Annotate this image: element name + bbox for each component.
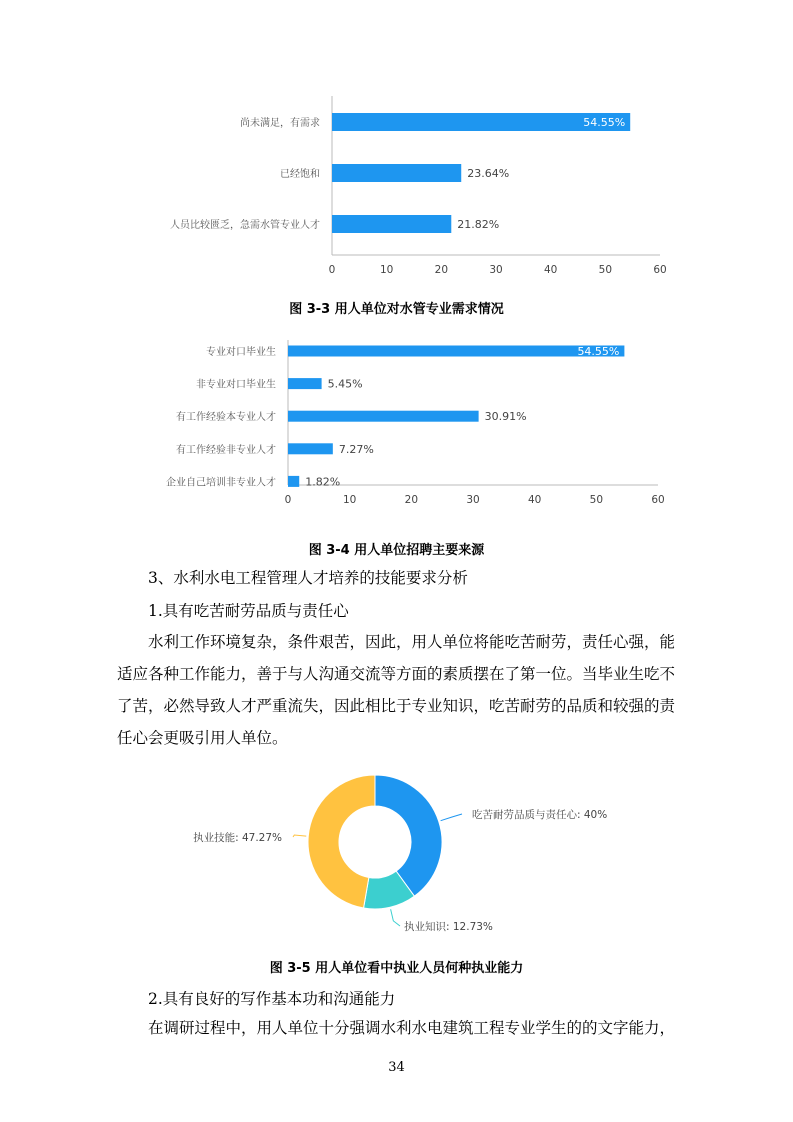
donut-chart-abilities bbox=[0, 770, 793, 950]
bar-chart-recruitment-sources bbox=[0, 330, 793, 530]
paragraph-2: 在调研过程中，用人单位十分强调水利水电建筑工程专业学生的的文字能力， bbox=[148, 1019, 676, 1037]
data-label: 21.82% bbox=[457, 218, 500, 231]
data-label: 5.45% bbox=[327, 377, 363, 391]
category-label: 尚未满足，有需求 bbox=[240, 118, 320, 129]
subheading-1: 1.具有吃苦耐劳品质与责任心 bbox=[148, 602, 349, 620]
category-label: 人员比较匮乏，急需水管专业人才 bbox=[170, 220, 320, 231]
figure-caption-3-4: 图 3-4 用人单位招聘主要来源 bbox=[308, 543, 485, 558]
x-tick-label: 50 bbox=[589, 494, 604, 506]
paragraph-1: 水利工作环境复杂，条件艰苦，因此，用人单位将能吃苦耐劳，责任心强，能适应各种工作能力，善于与人沟通交流等方面的素质摆在了第一位。当毕业生吃不了苦，必然导致人才严重流失，因此相比于专业知识，吃苦耐劳的品质和较强的责任心会更吸引用人单位。 bbox=[117, 633, 676, 747]
bar bbox=[332, 215, 451, 233]
leader-line bbox=[293, 835, 306, 837]
x-tick-label: 20 bbox=[434, 264, 449, 276]
category-label: 企业自己培训非专业人才 bbox=[166, 477, 276, 489]
category-label: 有工作经验本专业人才 bbox=[176, 412, 276, 424]
category-label: 非专业对口毕业生 bbox=[196, 379, 276, 391]
leader-line bbox=[441, 814, 462, 821]
bar bbox=[288, 411, 479, 422]
donut-slice bbox=[308, 775, 375, 908]
figure-caption-3-3: 图 3-3 用人单位对水管专业需求情况 bbox=[289, 302, 504, 317]
subheading-2: 2.具有良好的写作基本功和沟通能力 bbox=[148, 990, 396, 1008]
x-tick-label: 60 bbox=[653, 264, 667, 276]
data-label: 23.64% bbox=[467, 167, 510, 180]
x-tick-label: 60 bbox=[651, 494, 665, 506]
data-label: 54.55% bbox=[577, 345, 620, 358]
x-tick-label: 10 bbox=[379, 264, 394, 276]
bar bbox=[332, 164, 461, 182]
data-label: 30.91% bbox=[484, 410, 527, 424]
slice-label: 执业知识: 12.73% bbox=[404, 921, 493, 933]
bar bbox=[288, 443, 333, 454]
category-label: 专业对口毕业生 bbox=[206, 347, 276, 358]
category-label: 已经饱和 bbox=[280, 169, 320, 180]
bar bbox=[288, 346, 624, 357]
x-tick-label: 30 bbox=[466, 494, 480, 506]
section-heading: 3、水利水电工程管理人才培养的技能要求分析 bbox=[148, 569, 468, 587]
x-tick-label: 50 bbox=[598, 264, 613, 276]
x-tick-label: 0 bbox=[284, 494, 292, 506]
data-label: 54.55% bbox=[583, 116, 626, 129]
figure-caption-3-5: 图 3-5 用人单位看中执业人员何种执业能力 bbox=[269, 961, 524, 976]
category-label: 有工作经验非专业人才 bbox=[176, 444, 276, 456]
bar bbox=[288, 378, 322, 389]
x-tick-label: 20 bbox=[404, 494, 419, 506]
x-tick-label: 30 bbox=[489, 264, 503, 276]
data-label: 7.27% bbox=[338, 442, 374, 456]
x-tick-label: 40 bbox=[527, 494, 542, 506]
leader-line bbox=[391, 909, 400, 926]
page-number: 34 bbox=[388, 1060, 405, 1075]
x-tick-label: 40 bbox=[543, 264, 558, 276]
data-label: 1.82% bbox=[305, 475, 341, 489]
x-tick-label: 0 bbox=[328, 264, 336, 276]
slice-label: 执业技能: 47.27% bbox=[193, 832, 282, 844]
slice-label: 吃苦耐劳品质与责任心: 40% bbox=[472, 809, 608, 821]
x-tick-label: 10 bbox=[342, 494, 357, 506]
bar-chart-demand bbox=[0, 0, 793, 290]
bar bbox=[288, 476, 299, 487]
